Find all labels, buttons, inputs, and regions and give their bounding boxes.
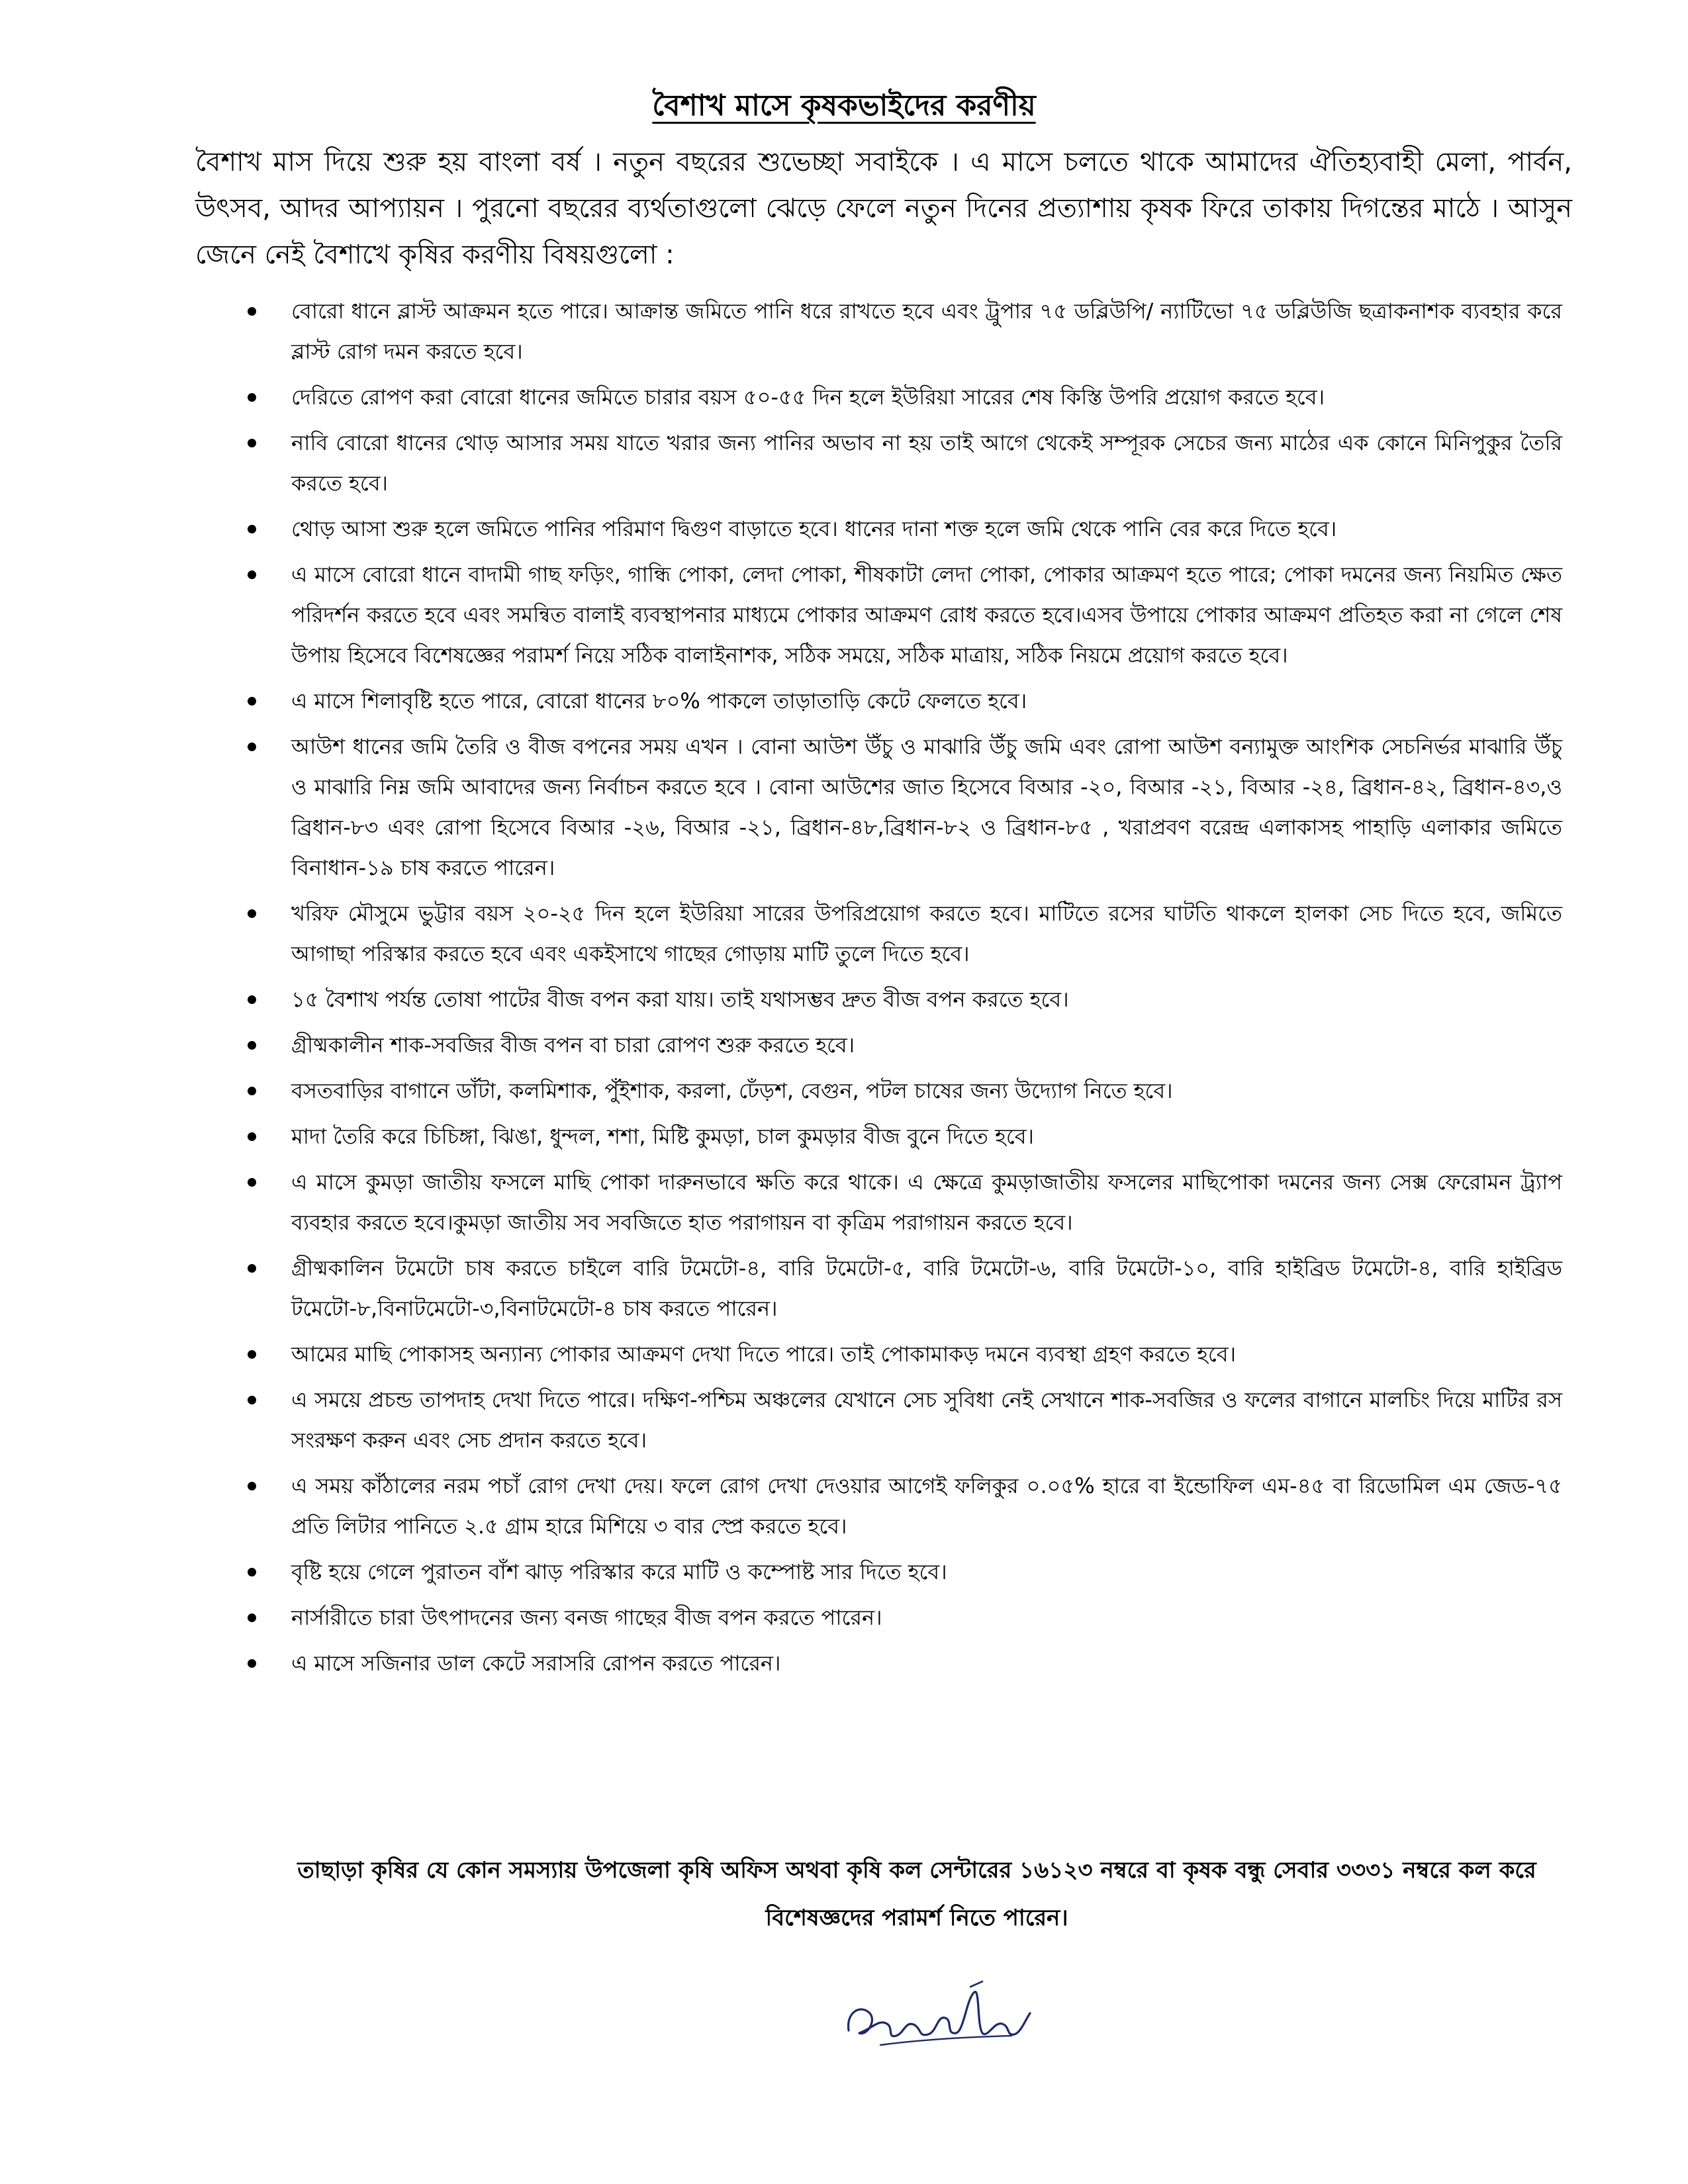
bullet-icon [245, 291, 258, 332]
list-item-text: আউশ ধানের জমি তৈরি ও বীজ বপনের সময় এখন । বোনা আউশ উঁচু ও মাঝারি উঁচু জমি এবং রোপা আউশ বন্যামুক্ত আংশিক সেচনির্ভর মাঝারি উঁচু ও মাঝারি নিম্ন জমি আবাদের জন্য নির্বাচন করতে হবে । বোনা আউশের জাত হিসেবে বিআর -২০, বিআর -২১, বিআর -২৪, ব্রিধান-৪২, ব্রিধান-৪৩,ও ব্রিধান-৮৩ এবং রোপা হিসেবে বিআর -২৬, বিআর -২১, ব্রিধান-৪৮,ব্রিধান-৮২ ও ব্রিধান-৮৫ , খরাপ্রবণ বরেন্দ্র এলাকাসহ পাহাড়ি এলাকার জমিতে বিনাধান-১৯ চাষ করতে পারেন। [291, 734, 1562, 880]
bullet-icon [245, 1552, 258, 1592]
document-title: বৈশাখ মাসে কৃষকভাইদের করণীয় [652, 89, 1036, 122]
list-item-text: নাবি বোরো ধানের থোড় আসার সময় যাতে খরার জন্য পানির অভাব না হয় তাই আগে থেকেই সম্পূরক সেচের জন্য মাঠের এক কোনে মিনিপুকুর তৈরি করতে হবে। [291, 430, 1562, 496]
list-item [245, 509, 1562, 549]
list-item [245, 423, 1562, 504]
list-item [245, 893, 1562, 974]
bullet-icon [245, 1025, 258, 1066]
bullet-icon [245, 681, 258, 721]
list-item-text: ১৫ বৈশাখ পর্যন্ত তোষা পাটের বীজ বপন করা যায়। তাই যথাসম্ভব দ্রুত বীজ বপন করতে হবে। [291, 987, 1069, 1012]
bullet-icon [245, 1071, 258, 1111]
signature-image [841, 1972, 1033, 2058]
bullet-icon [245, 423, 258, 463]
bullet-icon [245, 1643, 258, 1684]
bullet-icon [245, 979, 258, 1020]
bullet-icon [245, 555, 258, 595]
bullet-icon [245, 1116, 258, 1157]
bullet-icon [245, 1334, 258, 1375]
bullet-icon [245, 1598, 258, 1638]
list-item-text: মাদা তৈরি করে চিচিঙ্গা, ঝিঙা, ধুন্দল, শশা, মিষ্টি কুমড়া, চাল কুমড়ার বীজ বুনে দিতে হবে। [291, 1124, 1034, 1149]
list-item-text: এ মাসে বোরো ধানে বাদামী গাছ ফড়িং, গান্ধি পোকা, লেদা পোকা, শীষকাটা লেদা পোকা, পোকার আক্রমণ হতে পারে; পোকা দমনের জন্য নিয়মিত ক্ষেত পরিদর্শন করতে হবে এবং সমন্বিত বালাই ব্যবস্থাপনার মাধ্যমে পোকার আক্রমণ রোধ করতে হবে।এসব উপায়ে পোকার আক্রমণ প্রতিহত করা না গেলে শেষ উপায় হিসেবে বিশেষজ্ঞের পরামর্শ নিয়ে সঠিক বালাইনাশক, সঠিক সময়ে, সঠিক মাত্রায়, সঠিক নিয়মে প্রয়োগ করতে হবে। [291, 562, 1562, 668]
list-item [245, 555, 1562, 676]
list-item-text: বৃষ্টি হয়ে গেলে পুরাতন বাঁশ ঝাড় পরিস্কার করে মাটি ও কম্পোষ্ট সার দিতে হবে। [291, 1559, 947, 1584]
bullet-icon [245, 893, 258, 934]
list-item-text: নার্সারীতে চারা উৎপাদনের জন্য বনজ গাছের বীজ বপন করতে পারেন। [291, 1605, 882, 1630]
list-item [245, 1162, 1562, 1243]
list-item [245, 1116, 1562, 1157]
list-item [245, 1334, 1562, 1375]
list-item [245, 1380, 1562, 1461]
bullet-icon [245, 509, 258, 549]
bullet-icon [245, 1380, 258, 1420]
list-item-text: এ মাসে শিলাবৃষ্টি হতে পারে, বোরো ধানের ৮০% পাকলে তাড়াতাড়ি কেটে ফেলতে হবে। [291, 688, 1027, 713]
list-item [245, 727, 1562, 888]
list-item-text: গ্রীষ্মকালীন শাক-সবজির বীজ বপন বা চারা রোপণ শুরু করতে হবে। [291, 1032, 855, 1058]
list-item [245, 291, 1562, 372]
list-item-text: বসতবাড়ির বাগানে ডাঁটা, কলমিশাক, পুঁইশাক, করলা, ঢেঁড়শ, বেগুন, পটল চাষের জন্য উদ্যোগ নিতে হবে। [291, 1078, 1173, 1103]
list-item [245, 1466, 1562, 1547]
list-item-text: গ্রীষ্মকালিন টমেটো চাষ করতে চাইলে বারি টমেটো-৪, বারি টমেটো-৫, বারি টমেটো-৬, বারি টমেটো-১০, বারি হাইব্রিড টমেটো-৪, বারি হাইব্রিড টমেটো-৮,বিনাটমেটো-৩,বিনাটমেটো-৪ চাষ করতে পারেন। [291, 1255, 1562, 1321]
list-item-text: এ মাসে সজিনার ডাল কেটে সরাসরি রোপন করতে পারেন। [291, 1651, 781, 1676]
list-item [245, 1025, 1562, 1066]
list-item-text: এ সময় কাঁঠালের নরম পচাঁ রোগ দেখা দেয়। ফলে রোগ দেখা দেওয়ার আগেই ফলিকুর ০.০৫% হারে বা ইন্ডোফিল এম-৪৫ বা রিডোমিল এম জেড-৭৫ প্রতি লিটার পানিতে ২.৫ গ্রাম হারে মিশিয়ে ৩ বার স্প্রে করতে হবে। [291, 1473, 1562, 1539]
list-item-text: খরিফ মৌসুমে ভুট্টার বয়স ২০-২৫ দিন হলে ইউরিয়া সারের উপরিপ্রয়োগ করতে হবে। মাটিতে রসের ঘাটতি থাকলে হালকা সেচ দিতে হবে, জমিতে আগাছা পরিস্কার করতে হবে এবং একইসাথে গাছের গোড়ায় মাটি তুলে দিতে হবে। [291, 901, 1562, 966]
bullet-icon [245, 727, 258, 767]
list-item [245, 1552, 1562, 1592]
list-item [245, 1598, 1562, 1638]
bullet-icon [245, 1162, 258, 1203]
bullet-icon [245, 1248, 258, 1289]
list-item-text: থোড় আসা শুরু হলে জমিতে পানির পরিমাণ দ্বিগুণ বাড়াতে হবে। ধানের দানা শক্ত হলে জমি থেকে পানি বের করে দিতে হবে। [291, 516, 1337, 541]
footer-contact-note: তাছাড়া কৃষির যে কোন সমস্যায় উপজেলা কৃষি অফিস অথবা কৃষি কল সেন্টারের ১৬১২৩ নম্বরে বা কৃষক বন্ধু সেবার ৩৩৩১ নম্বরে কল করে বিশেষজ্ঞদের পরামর্শ নিতে পারেন। [297, 1857, 1536, 1931]
list-item [245, 377, 1562, 418]
list-item [245, 1248, 1562, 1329]
list-item-text: এ মাসে কুমড়া জাতীয় ফসলে মাছি পোকা দারুনভাবে ক্ষতি করে থাকে। এ ক্ষেত্রে কুমড়াজাতীয় ফসলের মাছিপোকা দমনের জন্য সেক্স ফেরোমন ট্র্যাপ ব্যবহার করতে হবে।কুমড়া জাতীয় সব সবজিতে হাত পরাগায়ন বা কৃত্রিম পরাগায়ন করতে হবে। [291, 1169, 1562, 1235]
list-item-text: আমের মাছি পোকাসহ অন্যান্য পোকার আক্রমণ দেখা দিতে পারে। তাই পোকামাকড় দমনে ব্যবস্থা গ্রহণ করতে হবে। [291, 1342, 1237, 1367]
bullet-icon [245, 377, 258, 418]
list-item-text: এ সময়ে প্রচন্ড তাপদাহ দেখা দিতে পারে। দক্ষিণ-পশ্চিম অঞ্চলের যেখানে সেচ সুবিধা নেই সেখানে শাক-সবজির ও ফলের বাগানে মালচিং দিয়ে মাটির রস সংরক্ষণ করুন এবং সেচ প্রদান করতে হবে। [291, 1387, 1562, 1453]
list-item [245, 979, 1562, 1020]
list-item [245, 1643, 1562, 1684]
list-item-text: দেরিতে রোপণ করা বোরো ধানের জমিতে চারার বয়স ৫০-৫৫ দিন হলে ইউরিয়া সারের শেষ কিস্তি উপরি প্রয়োগ করতে হবে। [291, 385, 1325, 410]
list-item [245, 1071, 1562, 1111]
list-item [245, 681, 1562, 721]
list-item-text: বোরো ধানে ব্লাস্ট আক্রমন হতে পারে। আক্রান্ত জমিতে পানি ধরে রাখতে হবে এবং ট্রুপার ৭৫ ডব্লিউপি/ ন্যাটিভো ৭৫ ডব্লিউজি ছত্রাকনাশক ব্যবহার করে ব্লাস্ট রোগ দমন করতে হবে। [291, 298, 1562, 364]
bullet-icon [245, 1466, 258, 1506]
advice-list [245, 291, 1562, 1689]
intro-paragraph: বৈশাখ মাস দিয়ে শুরু হয় বাংলা বর্ষ । নতুন বছরের শুভেচ্ছা সবাইকে । এ মাসে চলতে থাকে আমাদের ঐতিহ্যবাহী মেলা, পার্বন, উৎসব, আদর আপ্যায়ন । পুরনো বছরের ব্যর্থতাগুলো ঝেড়ে ফেলে নতুন দিনের প্রত্যাশায় কৃষক ফিরে তাকায় দিগন্তের মাঠে । আসুন জেনে নেই বৈশাখে কৃষির করণীয় বিষয়গুলো : [195, 147, 1572, 270]
